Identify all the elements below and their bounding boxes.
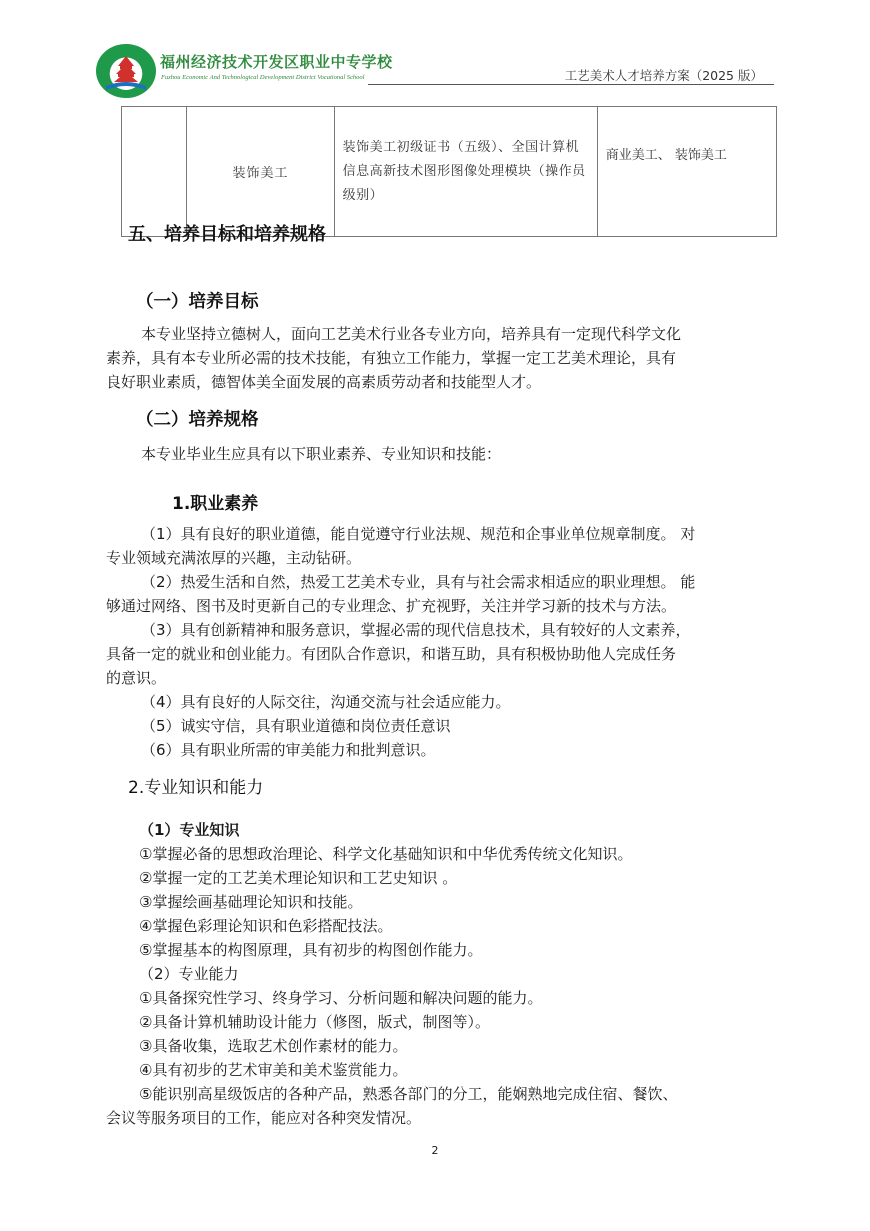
quality-line: 具备一定的就业和创业能力。有团队合作意识，和谐互助，具有积极协助他人完成任务: [106, 645, 677, 663]
table-row: [122, 107, 777, 237]
certificate-table: [121, 106, 777, 237]
goal-line: 良好职业素质，德智体美全面发展的高素质劳动者和技能型人才。: [106, 373, 542, 391]
quality-line: （3）具有创新精神和服务意识，掌握必需的现代信息技术，具有较好的人文素养，: [141, 621, 691, 639]
heading-professional-quality: 1.职业素养: [172, 494, 259, 514]
knowledge-line: ⑤掌握基本的构图原理，具有初步的构图创作能力。: [139, 941, 483, 959]
goal-line: 本专业坚持立德树人，面向工艺美术行业各专业方向，培养具有一定现代科学文化: [141, 325, 682, 343]
table-cell-position: 装饰美工: [187, 107, 334, 237]
quality-line: （1）具有良好的职业道德，能自觉遵守行业法规、规范和企事业单位规章制度。 对: [141, 525, 696, 543]
school-name-cn: 福州经济技术开发区职业中专学校: [160, 53, 393, 71]
goal-line: 素养，具有本专业所必需的技术技能，有独立工作能力，掌握一定工艺美术理论，具有: [106, 349, 677, 367]
section-heading-5: 五、培养目标和培养规格: [128, 224, 326, 245]
ability-line: 会议等服务项目的工作，能应对各种突发情况。: [106, 1109, 422, 1127]
table-cell: [122, 107, 187, 237]
ability-line: ④具有初步的艺术审美和美术鉴赏能力。: [139, 1061, 408, 1079]
spec-intro: 本专业毕业生应具有以下职业素养、专业知识和技能：: [141, 445, 502, 463]
ability-line: ③具备收集，选取艺术创作素材的能力。: [139, 1037, 408, 1055]
subheading-goals: （一）培养目标: [136, 292, 259, 312]
quality-line: （4）具有良好的人际交往，沟通交流与社会适应能力。: [141, 693, 511, 711]
school-name-en: Fuzhou Economic And Technological Development District Vocational School: [161, 74, 365, 81]
heading-knowledge-ability: 2.专业知识和能力: [128, 778, 264, 798]
page-header: [0, 0, 870, 100]
ability-line: ⑤能识别高星级饭店的各种产品，熟悉各部门的分工，能娴熟地完成住宿、餐饮、: [139, 1085, 678, 1103]
knowledge-line: ①掌握必备的思想政治理论、科学文化基础知识和中华优秀传统文化知识。: [139, 845, 633, 863]
knowledge-line: ②掌握一定的工艺美术理论知识和工艺史知识 。: [139, 869, 458, 887]
quality-line: 的意识。: [106, 669, 167, 687]
header-rule: [368, 84, 774, 85]
document-title: 工艺美术人才培养方案（2025 版）: [564, 68, 763, 83]
school-logo: [96, 44, 156, 98]
subheading-specs: （二）培养规格: [136, 410, 259, 430]
knowledge-title: （1）专业知识: [139, 821, 240, 839]
knowledge-line: ③掌握绘画基础理论知识和技能。: [139, 893, 363, 911]
table-cell-jobs: 商业美工、 装饰美工: [597, 107, 776, 237]
ability-title: （2）专业能力: [139, 965, 239, 983]
knowledge-line: ④掌握色彩理论知识和色彩搭配技法。: [139, 917, 393, 935]
table-cell-certificate: 装饰美工初级证书（五级）、全国计算机信息高新技术图形图像处理模块（操作员级别）: [334, 107, 597, 237]
quality-line: （6）具有职业所需的审美能力和批判意识。: [141, 741, 436, 759]
ability-line: ②具备计算机辅助设计能力（修图，版式，制图等）。: [139, 1013, 490, 1031]
quality-line: 专业领域充满浓厚的兴趣，主动钻研。: [106, 549, 362, 567]
ability-line: ①具备探究性学习、终身学习、分析问题和解决问题的能力。: [139, 989, 543, 1007]
page-number: 2: [431, 1144, 439, 1157]
quality-line: 够通过网络、图书及时更新自己的专业理念、扩充视野，关注并学习新的技术与方法。: [106, 597, 677, 615]
quality-line: （2）热爱生活和自然，热爱工艺美术专业，具有与社会需求相适应的职业理想。 能: [141, 573, 696, 591]
quality-line: （5）诚实守信，具有职业道德和岗位责任意识: [141, 717, 451, 735]
